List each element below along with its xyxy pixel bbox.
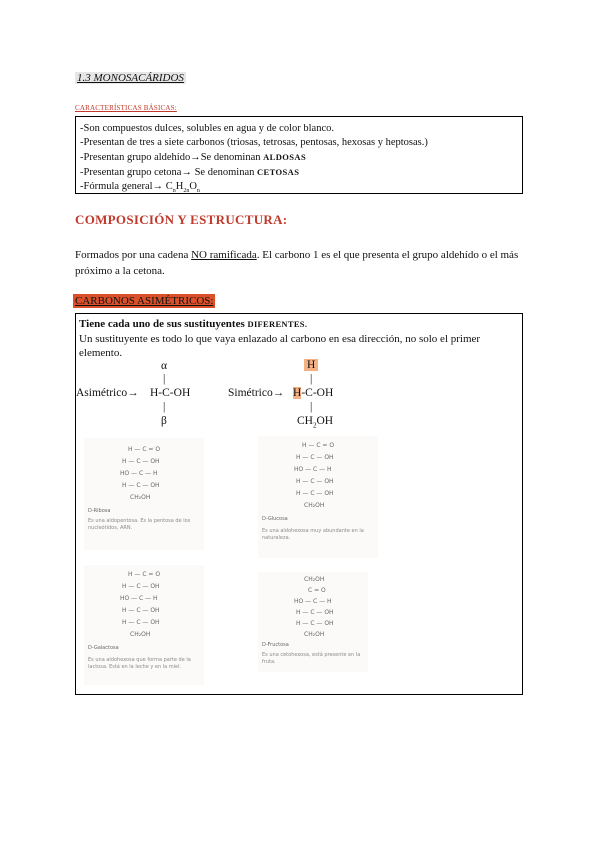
galactose-diagram: H — C = O H — C — OH HO — C — H H — C — OH H — C — OH CH₂OH D-Galactosa Es una aldohexosa que forma parte de la lactosa. Está en la leche y en la miel. bbox=[84, 565, 204, 685]
char-line-1: -Son compuestos dulces, solubles en agua y de color blanco. bbox=[80, 123, 334, 134]
sym-top-h: H bbox=[304, 359, 318, 371]
composition-heading: COMPOSICIÓN Y ESTRUCTURA: bbox=[75, 212, 288, 227]
ribose-diagram: H — C = O H — C — OH HO — C — H H — C — OH CH₂OH D-Ribosa Es una aldopentosa. Es la pentosa de los nucleótidos, ARN. bbox=[84, 438, 204, 550]
glucose-diagram: H — C = O H — C — OH HO — C — H H — C — OH H — C — OH CH₂OH D-Glucosa Es una aldohexosa muy abundante en la naturaleza. bbox=[258, 436, 378, 558]
ch2oh-group: $CH_2OH$ bbox=[297, 415, 334, 430]
characteristics-box bbox=[75, 116, 523, 194]
char-line-2: -Presentan de tres a siete carbonos (triosas, tetrosas, pentosas, hexosas y heptosas.) bbox=[80, 137, 428, 148]
asym-description: Un sustituyente es todo lo que vaya enlazado al carbono en esa dirección, no solo el primer elemento. bbox=[79, 333, 481, 359]
sym-bottom-bond: | bbox=[310, 401, 313, 413]
composition-paragraph: Formados por una cadena NO ramificada. El carbono 1 es el que presenta el grupo aldehído o el más próximo a la cetona. bbox=[75, 249, 519, 277]
char-line-5: -Fórmula general→ $C_nH_{2n}O_n$ bbox=[80, 181, 200, 195]
beta-symbol: β bbox=[161, 415, 167, 427]
beta-bond: | bbox=[163, 401, 166, 413]
no-ramificada-term: NO ramificada bbox=[191, 249, 257, 261]
fructose-diagram: CH₂OH C = O HO — C — H H — C — OH H — C — OH CH₂OH D-Fructosa Es una cetohexosa, está presente en la fruta. bbox=[258, 572, 368, 672]
asymmetric-carbons-heading: CARBONOS ASIMÉTRICOS: bbox=[75, 295, 214, 307]
alpha-bond: | bbox=[163, 373, 166, 385]
alpha-symbol: α bbox=[161, 360, 168, 372]
section-title: 1.3 MONOSACÁRIDOS bbox=[77, 72, 184, 84]
asymmetric-label: Asimétrico→ bbox=[76, 387, 139, 399]
char-line-4: -Presentan grupo cetona→ Se denominan CETOSAS bbox=[80, 167, 300, 178]
aldosas-term: ALDOSAS bbox=[263, 152, 307, 162]
cetosas-term: CETOSAS bbox=[257, 167, 300, 177]
basic-characteristics-label: CARACTERÍSTICAS BÁSICAS: bbox=[75, 104, 177, 112]
sym-top-bond: | bbox=[310, 373, 313, 385]
char-line-3: -Presentan grupo aldehído→Se denominan ALDOSAS bbox=[80, 152, 307, 163]
symmetric-label: Simétrico→ bbox=[228, 387, 285, 399]
asymmetric-formula: H-C-OH bbox=[150, 387, 191, 399]
asym-definition: Tiene cada uno de sus sustituyentes DIFERENTES. bbox=[79, 318, 308, 330]
symmetric-formula: H-C-OH bbox=[293, 387, 334, 399]
